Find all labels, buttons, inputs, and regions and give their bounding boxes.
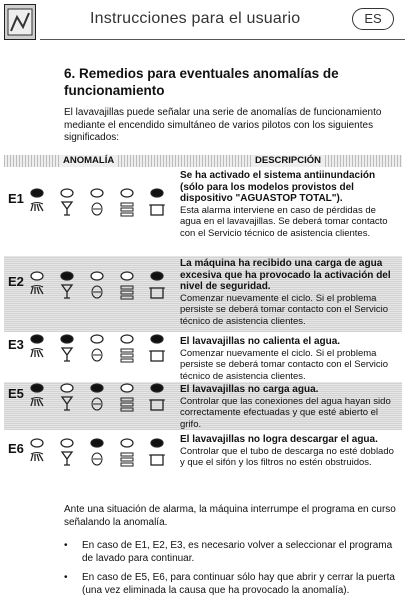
rinse-program-icon [118,382,136,412]
anomaly-remedy: Comenzar nuevamente el ciclo. Si el problema persiste se deberá tomar contacto con el Servicio técnico de asistencia clientes. [180,347,389,382]
pot-program-icon [148,187,166,217]
anomaly-description [180,434,398,469]
anomaly-remedy: Controlar que el tubo de descarga no esté doblado y que el sifón y los filtros no estén obstruidos. [180,445,394,469]
indicator-lights [28,437,176,471]
wash-program-icon [28,187,46,217]
bullet-text: En caso de E5, E6, para continuar sólo hay que abrir y cerrar la puerta (una vez eliminada la causa que ha provocado la anomalía). [82,572,395,596]
table-row [4,256,402,332]
anomaly-title: El lavavajillas no carga agua. [180,384,319,395]
anomaly-title: La máquina ha recibido una carga de agua excesiva que ha provocado la activación del nivel de seguridad. [180,258,391,293]
anomaly-remedy: Esta alarma interviene en caso de pérdidas de agua en el lavavajillas. Se deberá tomar contacto con el Servicio técnico de asistencia clientes. [180,204,388,239]
anomaly-remedy: Comenzar nuevamente el ciclo. Si el problema persiste se deberá tomar contacto con el Servicio técnico de asistencia clientes. [180,292,389,327]
rinse-program-icon [118,437,136,467]
rinse-program-icon [118,270,136,300]
brand-logo-icon [4,4,36,40]
eco-program-icon [88,437,106,467]
eco-program-icon [88,333,106,363]
table-row [4,432,402,490]
table-header [4,155,402,167]
indicator-lights [28,382,176,416]
table-row [4,168,402,254]
footer-paragraph: Ante una situación de alarma, la máquina interrumpe el programa en curso señalando la anomalía. [64,504,396,528]
column-header-descripcion: DESCRIPCIÓN [252,155,324,167]
wash-program-icon [28,333,46,363]
pot-program-icon [148,382,166,412]
wash-program-icon [28,382,46,412]
column-header-anomalia: ANOMALÍA [60,155,117,167]
glass-program-icon [58,382,76,412]
anomaly-code: E2 [8,274,24,289]
header-divider [40,39,405,40]
rinse-program-icon [118,187,136,217]
bullet-dot: • [64,572,68,583]
anomaly-code: E6 [8,441,24,456]
anomaly-title: Se ha activado el sistema antiinundación (sólo para los modelos provistos del dispositivo "AGUASTOP TOTAL"). [180,170,376,205]
anomaly-description [180,336,398,382]
eco-program-icon [88,382,106,412]
header-title: Instrucciones para el usuario [90,10,301,27]
wash-program-icon [28,270,46,300]
eco-program-icon [88,270,106,300]
glass-program-icon [58,333,76,363]
page-header [0,0,409,44]
rinse-program-icon [118,333,136,363]
glass-program-icon [58,437,76,467]
anomaly-remedy: Controlar que las conexiones del agua hayan sido correctamente efectuadas y que esté abierto el grifo. [180,395,391,430]
bullet-dot: • [64,540,68,551]
anomaly-code: E1 [8,191,24,206]
anomaly-description [180,170,398,240]
section-title: 6. Remedios para eventuales anomalías de funcionamiento [64,66,339,98]
indicator-lights [28,187,176,221]
table-row [4,334,402,380]
anomaly-description [180,258,398,328]
table-row [4,382,402,430]
pot-program-icon [148,333,166,363]
anomaly-description [180,384,398,430]
language-badge: ES [352,8,394,30]
anomaly-code: E3 [8,337,24,352]
glass-program-icon [58,187,76,217]
pot-program-icon [148,270,166,300]
anomaly-title: El lavavajillas no logra descargar el agua. [180,434,378,445]
bullet-text: En caso de E1, E2, E3, es necesario volver a seleccionar el programa de lavado para continuar. [82,540,393,564]
eco-program-icon [88,187,106,217]
pot-program-icon [148,437,166,467]
intro-paragraph: El lavavajillas puede señalar una serie de anomalías de funcionamiento mediante el encendido simultáneo de varios pilotos con los siguientes significados: [64,107,382,143]
anomaly-code: E5 [8,386,24,401]
anomaly-title: El lavavajillas no calienta el agua. [180,336,341,347]
glass-program-icon [58,270,76,300]
indicator-lights [28,270,176,304]
wash-program-icon [28,437,46,467]
indicator-lights [28,333,176,367]
